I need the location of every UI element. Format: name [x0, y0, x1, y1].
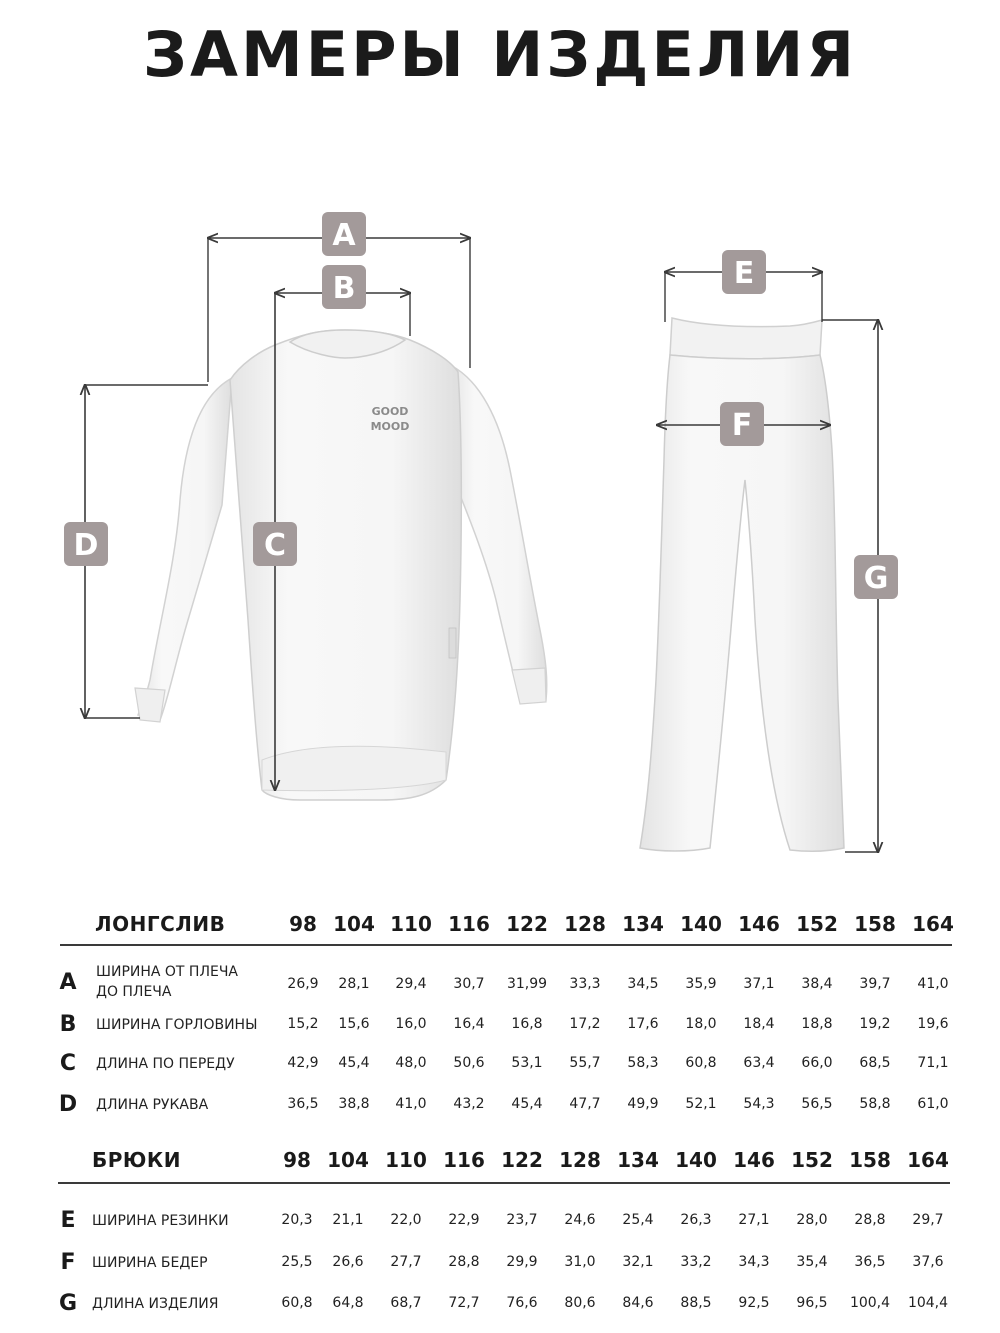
svg-text:A: A [332, 218, 356, 253]
pants-illustration [640, 318, 844, 851]
table-cell: 29,7 [912, 1212, 944, 1228]
table-cell: 80,6 [564, 1295, 596, 1311]
size-header: 158 [854, 912, 896, 936]
size-header: 110 [390, 912, 432, 936]
table-cell: 17,2 [569, 1016, 601, 1032]
table-cell: 43,2 [453, 1096, 485, 1112]
table-cell: 52,1 [685, 1096, 717, 1112]
row-label: ДЛИНА ИЗДЕЛИЯ [92, 1296, 219, 1312]
table-cell: 27,1 [738, 1212, 770, 1228]
table-cell: 26,9 [287, 976, 319, 992]
table-cell: 66,0 [801, 1055, 833, 1071]
logo-line-1: GOOD [371, 405, 409, 418]
table-cell: 25,5 [281, 1254, 313, 1270]
table-cell: 33,3 [569, 976, 601, 992]
table-cell: 35,4 [796, 1254, 828, 1270]
table-cell: 16,4 [453, 1016, 485, 1032]
size-header: 116 [443, 1148, 485, 1172]
table-row [0, 1291, 1000, 1319]
row-label: ШИРИНА ГОРЛОВИНЫ [96, 1017, 258, 1033]
svg-text:G: G [863, 561, 889, 596]
table-cell: 45,4 [338, 1055, 370, 1071]
size-header: 164 [907, 1148, 949, 1172]
table-cell: 56,5 [801, 1096, 833, 1112]
row-letter: B [59, 1012, 77, 1037]
table-cell: 100,4 [849, 1295, 891, 1311]
table-row [0, 1051, 1000, 1079]
size-header: 152 [796, 912, 838, 936]
table-cell: 22,0 [390, 1212, 422, 1228]
table-row [0, 1208, 1000, 1236]
size-header: 98 [289, 912, 317, 936]
table-divider [60, 944, 952, 946]
table-cell: 48,0 [395, 1055, 427, 1071]
table-cell: 63,4 [743, 1055, 775, 1071]
table-cell: 64,8 [332, 1295, 364, 1311]
table-row [0, 1092, 1000, 1120]
table-cell: 38,4 [801, 976, 833, 992]
svg-text:F: F [731, 408, 753, 443]
table-cell: 42,9 [287, 1055, 319, 1071]
table-cell: 72,7 [448, 1295, 480, 1311]
table-cell: 71,1 [917, 1055, 949, 1071]
marker-g [854, 555, 898, 599]
row-label: ДЛИНА ПО ПЕРЕДУ [96, 1056, 235, 1072]
size-header: 152 [791, 1148, 833, 1172]
marker-f [720, 402, 764, 446]
marker-d [64, 522, 108, 566]
row-letter: G [58, 1291, 78, 1316]
table-cell: 16,0 [395, 1016, 427, 1032]
size-header: 116 [448, 912, 490, 936]
table-cell: 37,6 [912, 1254, 944, 1270]
table-cell: 19,6 [917, 1016, 949, 1032]
longsleeve-illustration [135, 330, 547, 800]
table-cell: 29,4 [395, 976, 427, 992]
size-header: 104 [333, 912, 375, 936]
marker-a [322, 212, 366, 256]
table-cell: 60,8 [685, 1055, 717, 1071]
size-header: 122 [506, 912, 548, 936]
table-cell: 16,8 [511, 1016, 543, 1032]
svg-text:B: B [332, 271, 356, 306]
table-cell: 15,2 [287, 1016, 319, 1032]
size-header: 128 [564, 912, 606, 936]
table-cell: 20,3 [281, 1212, 313, 1228]
table-cell: 18,8 [801, 1016, 833, 1032]
size-header: 158 [849, 1148, 891, 1172]
size-header: 98 [283, 1148, 311, 1172]
table-cell: 17,6 [627, 1016, 659, 1032]
longsleeve-title: ЛОНГСЛИВ [95, 912, 226, 936]
table-cell: 92,5 [738, 1295, 770, 1311]
table-cell: 76,6 [506, 1295, 538, 1311]
table-cell: 34,3 [738, 1254, 770, 1270]
table-cell: 27,7 [390, 1254, 422, 1270]
table-cell: 28,1 [338, 976, 370, 992]
logo-line-2: MOOD [370, 420, 410, 433]
table-divider [58, 1182, 950, 1184]
size-header: 110 [385, 1148, 427, 1172]
table-cell: 21,1 [332, 1212, 364, 1228]
table-cell: 28,0 [796, 1212, 828, 1228]
table-cell: 58,8 [859, 1096, 891, 1112]
table-cell: 60,8 [281, 1295, 313, 1311]
size-header: 104 [327, 1148, 369, 1172]
row-letter: C [59, 1051, 77, 1076]
table-cell: 19,2 [859, 1016, 891, 1032]
table-cell: 68,7 [390, 1295, 422, 1311]
table-cell: 23,7 [506, 1212, 538, 1228]
table-cell: 41,0 [917, 976, 949, 992]
marker-e [722, 250, 766, 294]
marker-c [253, 522, 297, 566]
table-cell: 96,5 [796, 1295, 828, 1311]
pants-header-row [0, 1148, 1000, 1176]
table-cell: 104,4 [907, 1295, 949, 1311]
table-cell: 22,9 [448, 1212, 480, 1228]
table-cell: 49,9 [627, 1096, 659, 1112]
table-cell: 58,3 [627, 1055, 659, 1071]
table-cell: 26,3 [680, 1212, 712, 1228]
table-cell: 54,3 [743, 1096, 775, 1112]
table-cell: 31,0 [564, 1254, 596, 1270]
pants-title: БРЮКИ [92, 1148, 181, 1172]
size-header: 134 [622, 912, 664, 936]
row-letter: E [60, 1208, 76, 1233]
table-cell: 47,7 [569, 1096, 601, 1112]
row-letter: D [58, 1092, 78, 1117]
table-cell: 50,6 [453, 1055, 485, 1071]
table-cell: 18,4 [743, 1016, 775, 1032]
row-label: ШИРИНА РЕЗИНКИ [92, 1213, 229, 1229]
page-title: ЗАМЕРЫ ИЗДЕЛИЯ [143, 18, 857, 91]
table-cell: 68,5 [859, 1055, 891, 1071]
table-row [0, 962, 1000, 1002]
size-header: 146 [733, 1148, 775, 1172]
table-cell: 55,7 [569, 1055, 601, 1071]
table-cell: 39,7 [859, 976, 891, 992]
table-cell: 32,1 [622, 1254, 654, 1270]
table-cell: 41,0 [395, 1096, 427, 1112]
table-cell: 84,6 [622, 1295, 654, 1311]
size-header: 140 [675, 1148, 717, 1172]
svg-text:D: D [73, 528, 99, 563]
table-cell: 25,4 [622, 1212, 654, 1228]
size-header: 128 [559, 1148, 601, 1172]
table-row [0, 1012, 1000, 1040]
longsleeve-header-row [0, 912, 1000, 940]
table-cell: 61,0 [917, 1096, 949, 1112]
table-cell: 15,6 [338, 1016, 370, 1032]
marker-b [322, 265, 366, 309]
table-cell: 28,8 [854, 1212, 886, 1228]
row-label: ШИРИНА БЕДЕР [92, 1255, 208, 1271]
size-header: 140 [680, 912, 722, 936]
table-cell: 34,5 [627, 976, 659, 992]
table-cell: 35,9 [685, 976, 717, 992]
size-header: 122 [501, 1148, 543, 1172]
table-cell: 29,9 [506, 1254, 538, 1270]
row-label: ДЛИНА РУКАВА [96, 1097, 209, 1113]
size-header: 164 [912, 912, 954, 936]
table-cell: 26,6 [332, 1254, 364, 1270]
table-cell: 33,2 [680, 1254, 712, 1270]
table-cell: 45,4 [511, 1096, 543, 1112]
svg-text:E: E [733, 256, 755, 291]
table-cell: 30,7 [453, 976, 485, 992]
table-cell: 24,6 [564, 1212, 596, 1228]
table-cell: 36,5 [854, 1254, 886, 1270]
table-cell: 88,5 [680, 1295, 712, 1311]
table-cell: 37,1 [743, 976, 775, 992]
row-letter: A [59, 970, 77, 995]
table-cell: 31,99 [506, 976, 548, 992]
svg-text:C: C [263, 528, 287, 563]
table-cell: 38,8 [338, 1096, 370, 1112]
size-header: 134 [617, 1148, 659, 1172]
table-row [0, 1250, 1000, 1278]
table-cell: 36,5 [287, 1096, 319, 1112]
table-cell: 53,1 [511, 1055, 543, 1071]
table-cell: 28,8 [448, 1254, 480, 1270]
size-header: 146 [738, 912, 780, 936]
row-label: ШИРИНА ОТ ПЛЕЧА ДО ПЛЕЧА [96, 964, 239, 1000]
row-letter: F [60, 1250, 76, 1275]
table-cell: 18,0 [685, 1016, 717, 1032]
